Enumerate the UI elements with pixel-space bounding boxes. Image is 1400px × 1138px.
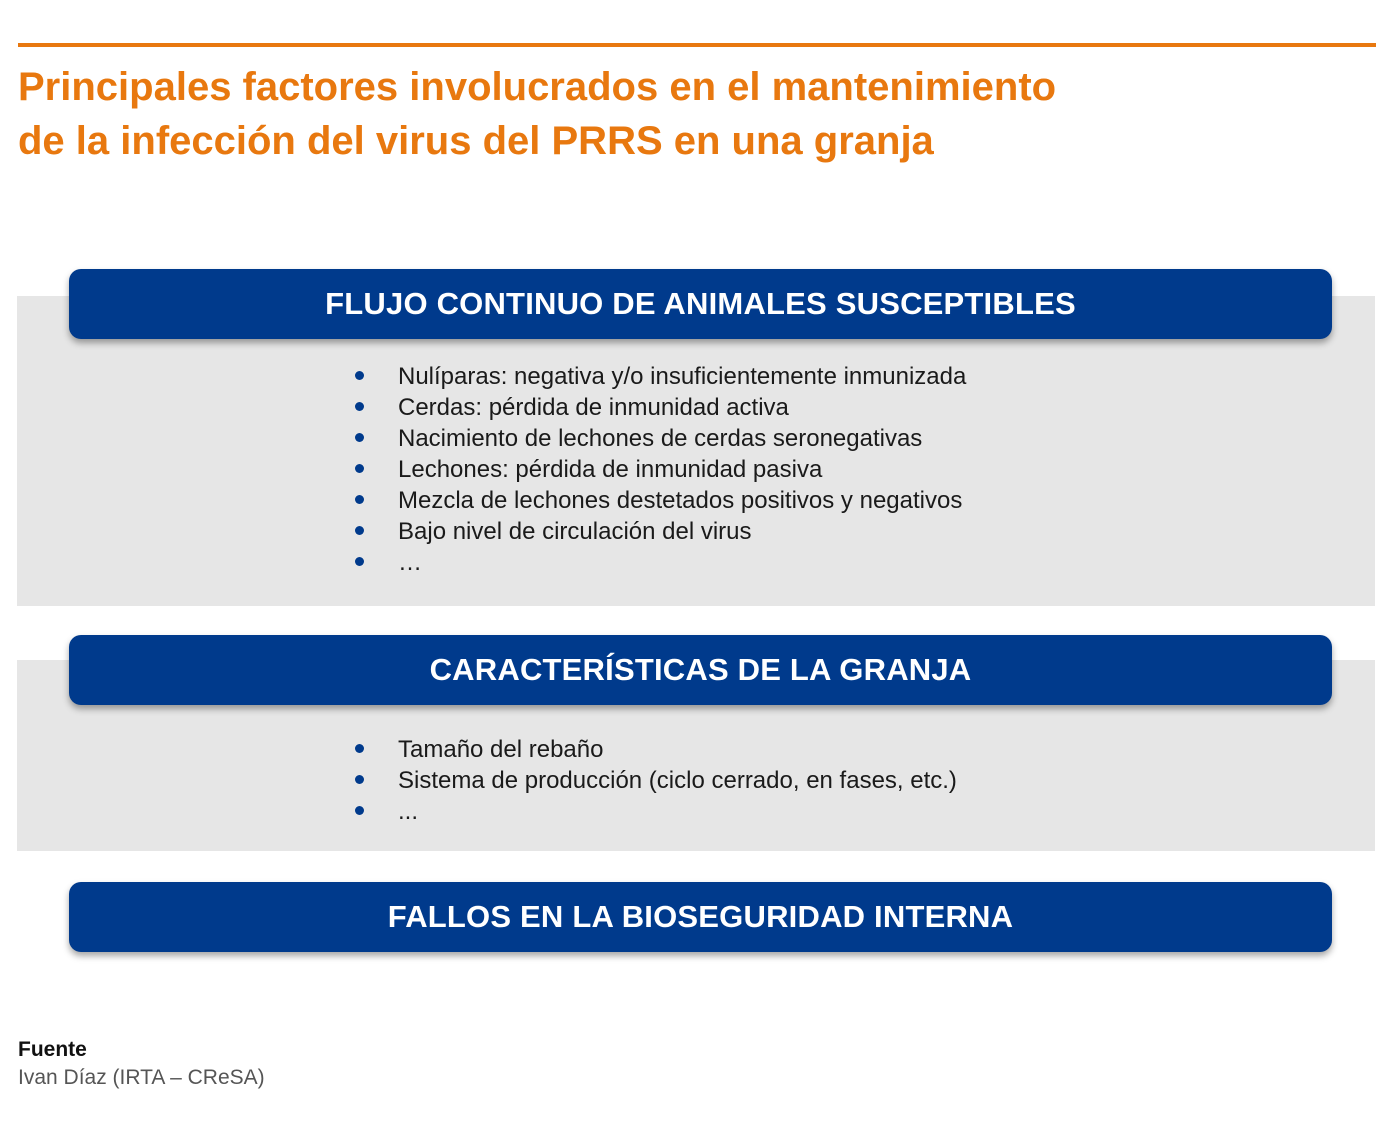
source-label: Fuente (18, 1038, 87, 1061)
source-text: Ivan Díaz (IRTA – CReSA) (18, 1066, 265, 1089)
bullet-icon (355, 744, 364, 753)
list-item (352, 454, 966, 485)
list-item-text: Nacimiento de lechones de cerdas seronegativas (398, 425, 923, 452)
list-item (352, 423, 966, 454)
list-item-text: Mezcla de lechones destetados positivos y negativos (398, 487, 963, 514)
list-item (352, 796, 957, 827)
bullet-icon (355, 775, 364, 784)
list-item (352, 485, 966, 516)
page-title (18, 60, 1318, 168)
list-item (352, 392, 966, 423)
section-2-list (352, 734, 957, 827)
section-3-heading: FALLOS EN LA BIOSEGURIDAD INTERNA (69, 882, 1332, 952)
section-2-heading: CARACTERÍSTICAS DE LA GRANJA (69, 635, 1332, 705)
bullet-icon (355, 464, 364, 473)
title-line-1: Principales factores involucrados en el mantenimiento (18, 65, 1057, 109)
list-item-text: Tamaño del rebaño (398, 736, 604, 763)
list-item (352, 547, 966, 578)
bullet-icon (355, 495, 364, 504)
list-item-text: Lechones: pérdida de inmunidad pasiva (398, 456, 823, 483)
section-1-list (352, 361, 966, 578)
list-item-text: Cerdas: pérdida de inmunidad activa (398, 394, 789, 421)
list-item-text: Bajo nivel de circulación del virus (398, 518, 752, 545)
top-divider (18, 43, 1376, 47)
title-line-2: de la infección del virus del PRRS en una granja (18, 119, 934, 163)
list-item-text: … (398, 549, 422, 576)
list-item (352, 516, 966, 547)
bullet-icon (355, 526, 364, 535)
list-item (352, 765, 957, 796)
bullet-icon (355, 557, 364, 566)
section-1-heading: FLUJO CONTINUO DE ANIMALES SUSCEPTIBLES (69, 269, 1332, 339)
bullet-icon (355, 371, 364, 380)
list-item-text: Sistema de producción (ciclo cerrado, en fases, etc.) (398, 767, 957, 794)
list-item-text: ... (398, 798, 419, 825)
list-item-text: Nulíparas: negativa y/o insuficientemente inmunizada (398, 363, 967, 390)
list-item (352, 361, 966, 392)
bullet-icon (355, 806, 364, 815)
list-item (352, 734, 957, 765)
bullet-icon (355, 402, 364, 411)
bullet-icon (355, 433, 364, 442)
